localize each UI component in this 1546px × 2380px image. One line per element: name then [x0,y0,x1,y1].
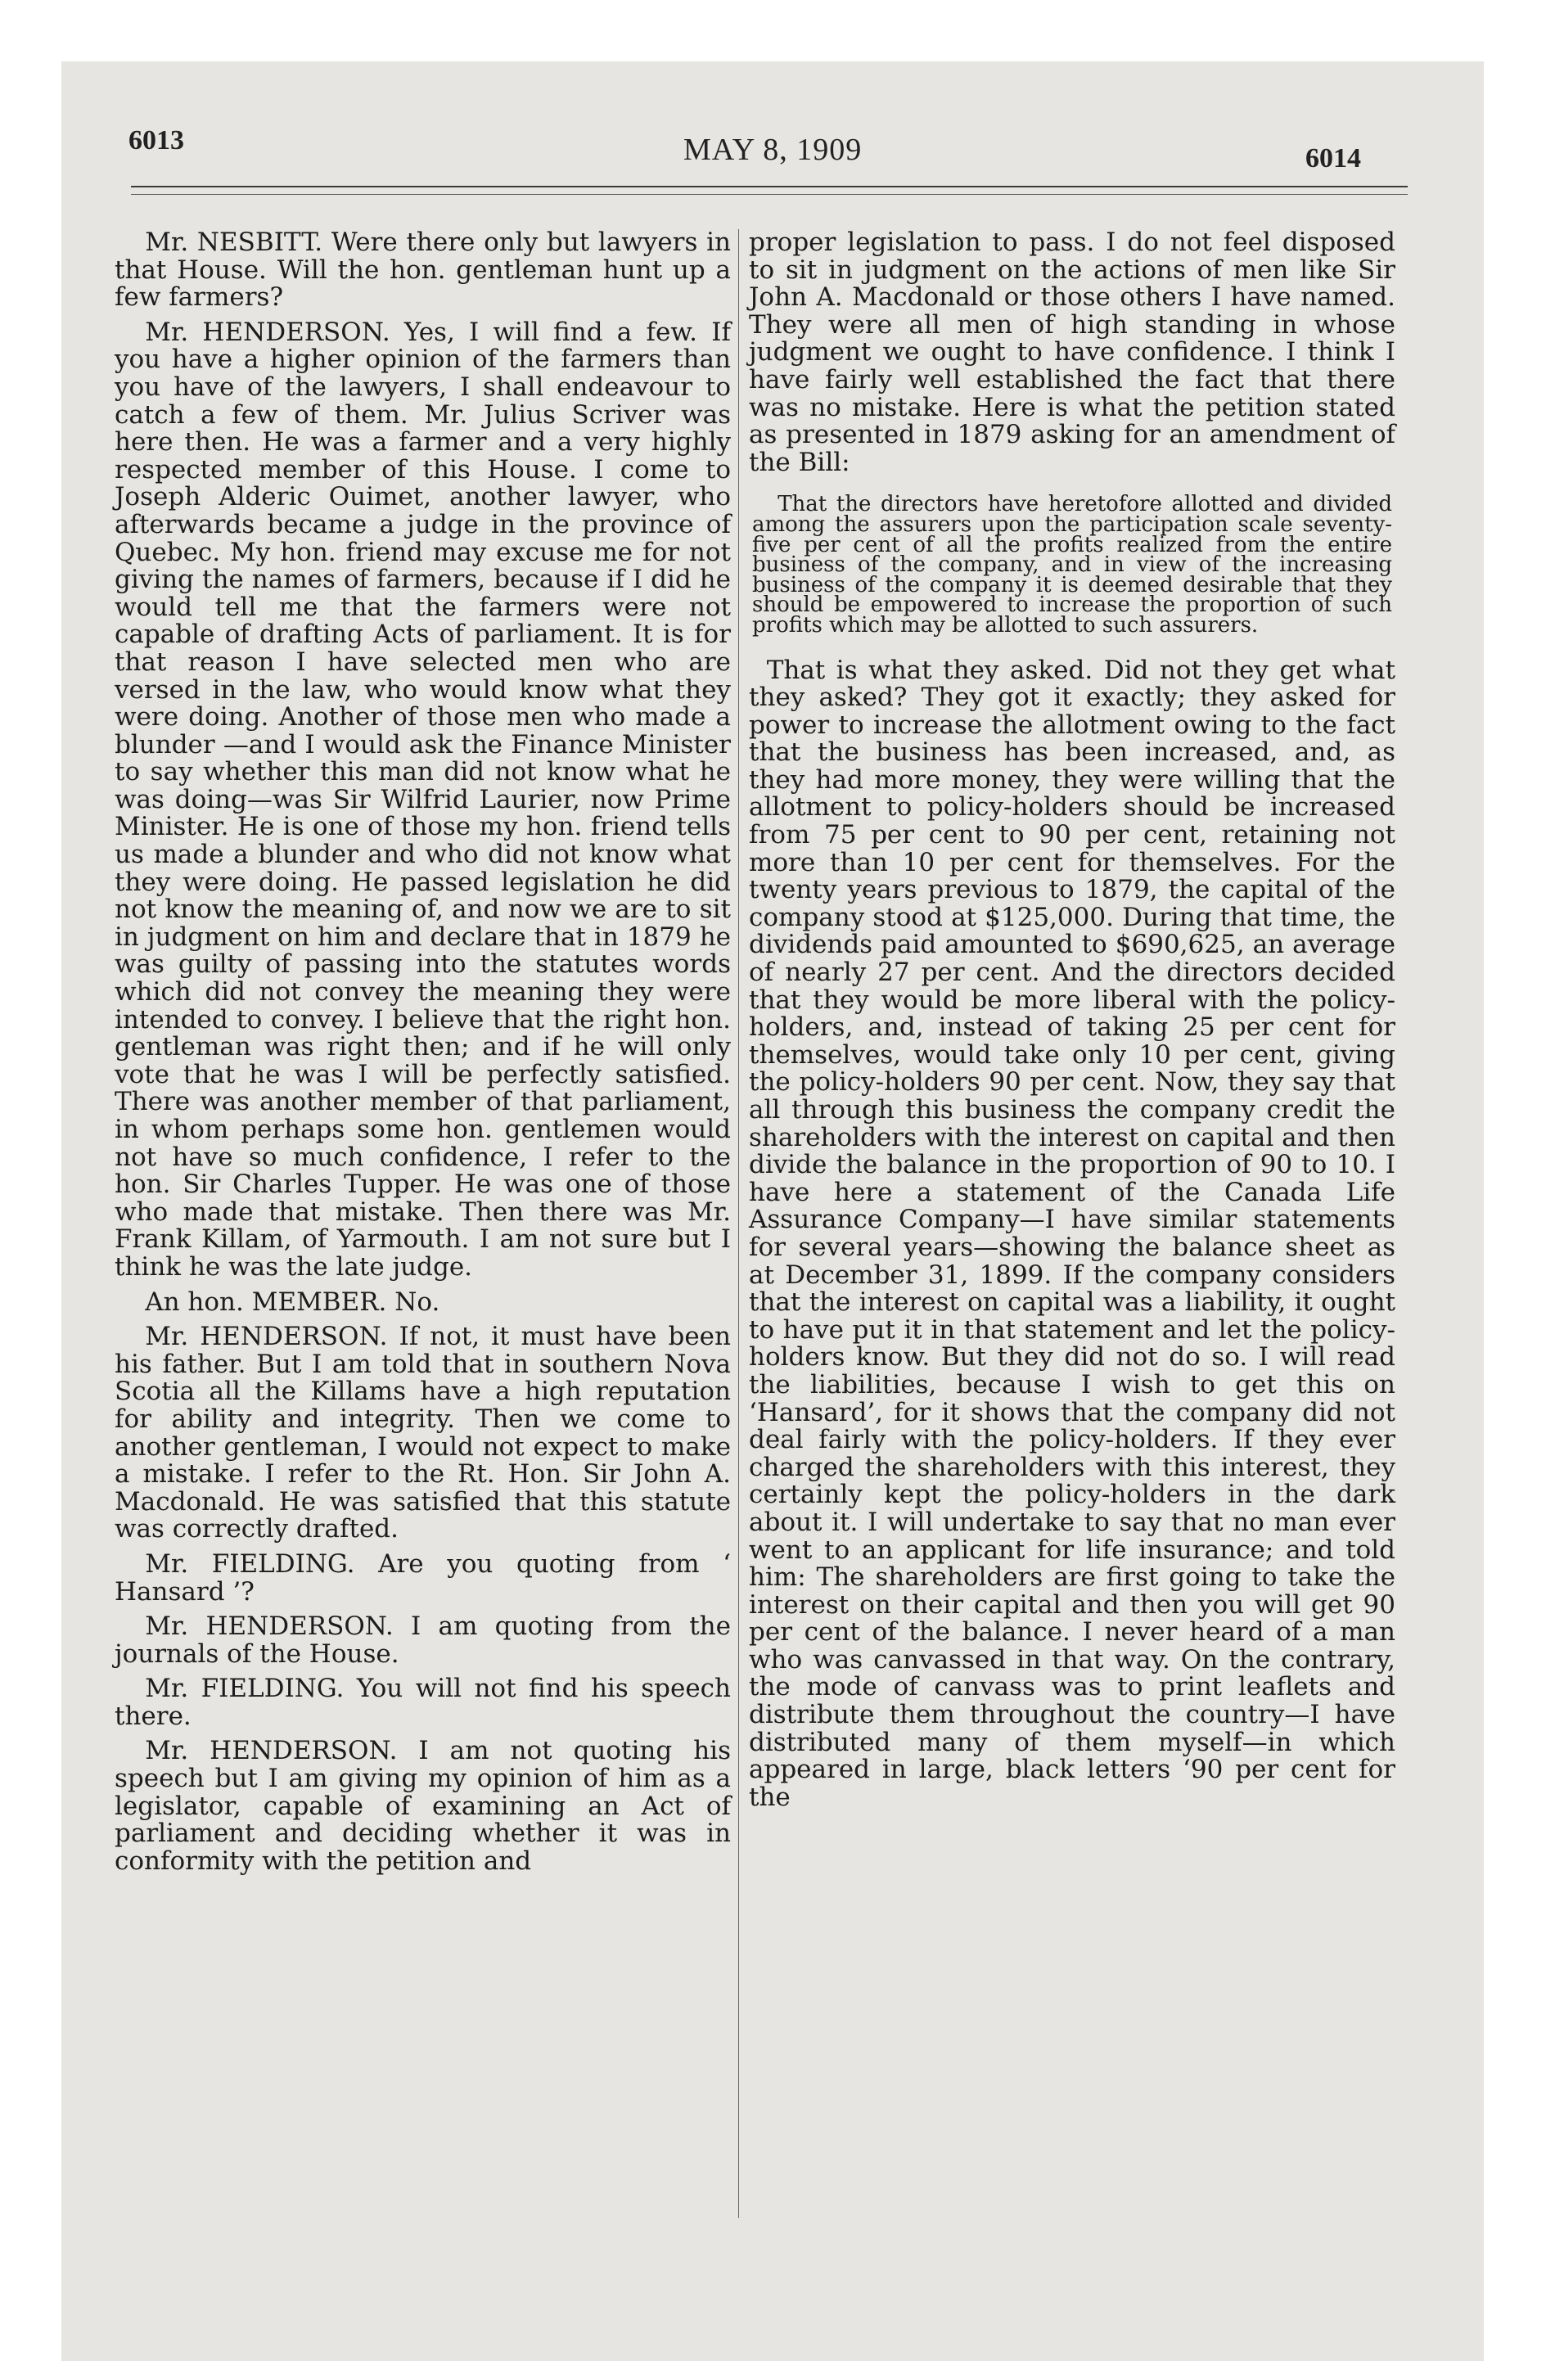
paragraph: Mr. FIELDING. Are you quoting from ‘ Hansard ’? [115,1548,731,1607]
paragraph: An hon. MEMBER. No. [145,1287,440,1317]
header-rule [131,186,1408,187]
column-divider [738,229,739,2218]
paragraph: Mr. HENDERSON. Yes, I will find a few. If you have a higher opinion of the farmers than you have of the lawyers, I shall endeavour to catch a few of them. Mr. Julius Scriver was here then. He was a farmer and a very highly respected member of this House. I come to Joseph Alderic Ouimet, another lawyer, who afterwards became a judge in the province of Quebec. My hon. friend may excuse me for not giving the names of farmers, because if I did he would tell me that the farmers were not capable of drafting Acts of parliament. It is for that reason I have selected men who are versed in the law, who would know what they were doing. Another of those men who made a blunder —and I would ask the Finance Minister to say whether this man did not know what he was doing—was Sir Wilfrid Laurier, now Prime Minister. He is one of those my hon. friend tells us made a blunder and who did not know what they were doing. He passed legislation he did not know the meaning of, and now we are to sit in judgment on him and declare that in 1879 he was guilty of passing into the statutes words which did not convey the meaning they were intended to convey. I believe that the right hon. gentleman was right then; and if he will only vote that he was I will be perfectly satisfied. There was another member of that parliament, in whom perhaps some hon. gentlemen would not have so much confidence, I refer to the hon. Sir Charles Tupper. He was one of those who made that mistake. Then there was Mr. Frank Killam, of Yarmouth. I am not sure but I think he was the late judge. [115,317,731,1282]
paragraph: Mr. NESBITT. Were there only but lawyers in that House. Will the hon. gentleman hunt up a few farmers? [115,228,731,313]
petition-quote: That the directors have heretofore allotted and divided among the assurers upon the participation scale seventy-five per cent of all the profits realized from the entire business of the company, and in view of the increasing business of the company it is deemed desirable that they should be empowered to increase the proportion of such profits which may be allotted to such assurers. [752,492,1392,638]
paragraph: Mr. HENDERSON. I am not quoting his speech but I am giving my opinion of him as a legislator, capable of examining an Act of parliament and deciding whether it was in conformity with the petition and [115,1736,731,1876]
right-page-number: 6014 [1305,143,1361,174]
left-page-number: 6013 [128,125,184,156]
paragraph: Mr. HENDERSON. If not, it must have been his father. But I am told that in southern Nova Scotia all the Killams have a high reputation for ability and integrity. Then we come to another gentleman, I would not expect to make a mistake. I refer to the Rt. Hon. Sir John A. Macdonald. He was satisfied that this statute was correctly drafted. [115,1322,731,1544]
header-rule-thin [131,194,1408,195]
right-column [749,229,1395,1819]
paragraph: Mr. FIELDING. You will not find his speech there. [115,1674,731,1731]
paragraph: proper legislation to pass. I do not feel disposed to sit in judgment on the actions of men like Sir John A. Macdonald or those others I have named. They were all men of high standing in whose judgment we ought to have confidence. I think I have fairly well established the fact that there was no mistake. Here is what the petition stated as presented in 1879 asking for an amendment of the Bill: [749,228,1395,477]
page-date: MAY 8, 1909 [683,133,863,167]
left-column [115,229,731,1882]
paragraph: That is what they asked. Did not they get what they asked? They got it exactly; they asked for power to increase the allotment owing to the fact that the business has been increased, and, as they had more money, they were willing that the allotment to policy-holders should be increased from 75 per cent to 90 per cent, retaining not more than 10 per cent for themselves. For the twenty years previous to 1879, the capital of the company stood at $125,000. During that time, the dividends paid amounted to $690,625, an average of nearly 27 per cent. And the directors decided that they would be more liberal with the policy-holders, and, instead of taking 25 per cent for themselves, would take only 10 per cent, giving the policy-holders 90 per cent. Now, they say that all through this business the company credit the shareholders with the interest on capital and then divide the balance in the proportion of 90 to 10. I have here a statement of the Canada Life Assurance Company—I have similar statements for several years—showing the balance sheet as at December 31, 1899. If the company considers that the interest on capital was a liability, it ought to have put it in that statement and let the policy-holders know. But they did not do so. I will read the liabilities, because I wish to get this on ‘Hansard’, for it shows that the company did not deal fairly with the policy-holders. If they ever charged the shareholders with this interest, they certainly kept the policy-holders in the dark about it. I will undertake to say that no man ever went to an applicant for life insurance; and told him: The shareholders are first going to take the interest on their capital and then you will get 90 per cent of the balance. I never heard of a man who was canvassed in that way. On the contrary, the mode of canvass was to print leaflets and distribute them throughout the country—I have distributed many of them myself—in which appeared in large, black letters ‘90 per cent for the [749,655,1395,1812]
scanned-page [61,61,1484,2361]
paragraph: Mr. HENDERSON. I am quoting from the journals of the House. [115,1611,731,1669]
